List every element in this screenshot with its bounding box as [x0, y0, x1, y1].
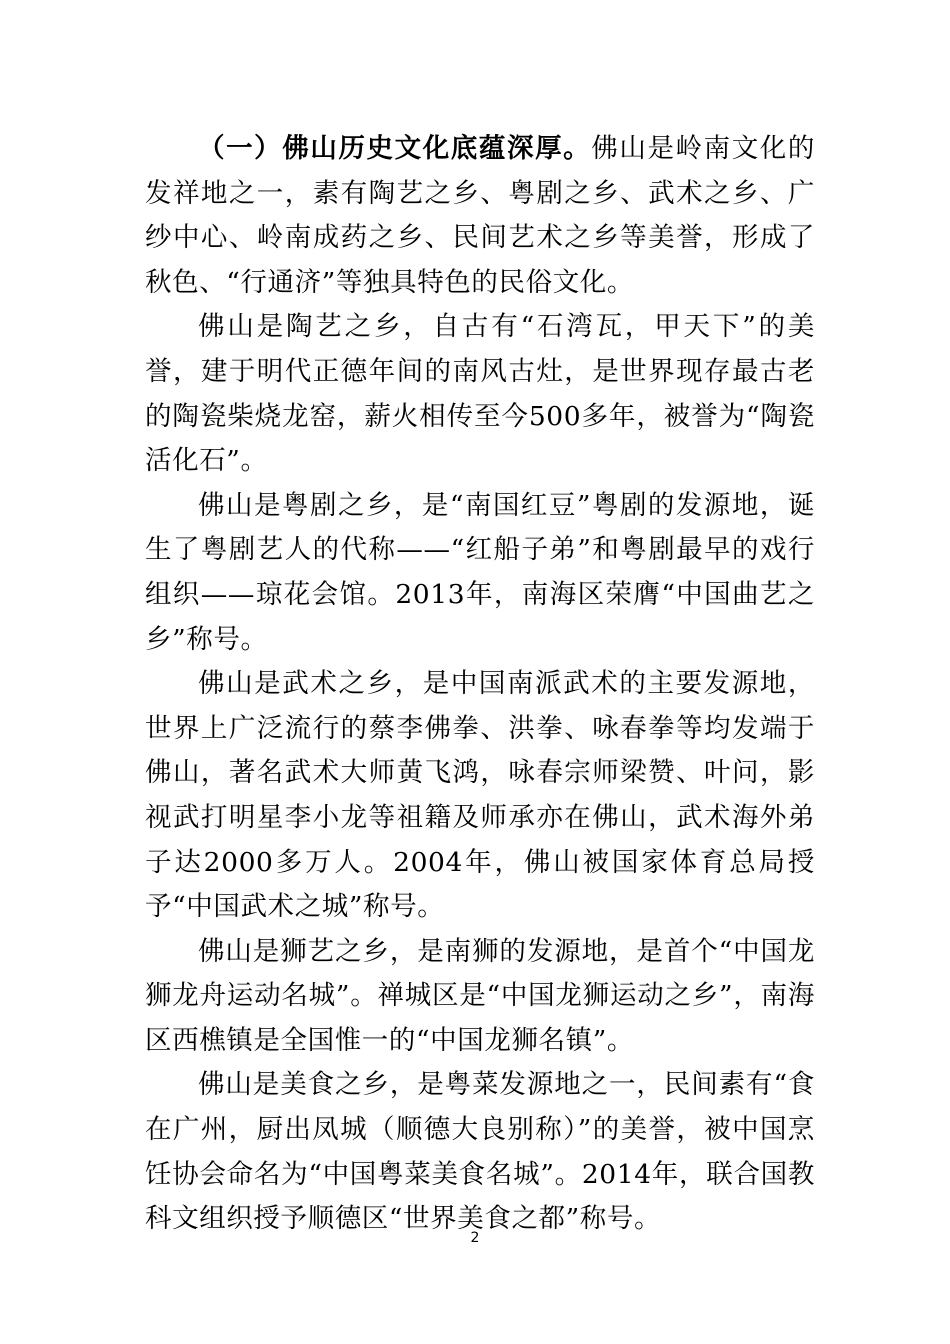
- page-number: 2: [470, 1230, 480, 1246]
- paragraph-text: 佛山是岭南文化的发祥地之一，素有陶艺之乡、粤剧之乡、武术之乡、广纱中心、岭南成药之乡、民间艺术之乡等美誉，形成了秋色、“行通济”等独具特色的民俗文化。: [145, 133, 815, 298]
- paragraph-history-culture: [145, 127, 815, 305]
- paragraph-cantonese-opera: 佛山是粤剧之乡，是“南国红豆”粤剧的发源地，诞生了粤剧艺人的代称——“红船子弟”和粤剧最早的戏行组织——琼花会馆。2013年，南海区荣膺“中国曲艺之乡”称号。: [145, 489, 815, 655]
- paragraph-lion-dance: 佛山是狮艺之乡，是南狮的发源地，是首个“中国龙狮龙舟运动名城”。禅城区是“中国龙狮运动之乡”，南海区西樵镇是全国惟一的“中国龙狮名镇”。: [145, 935, 815, 1056]
- paragraph-martial-arts: 佛山是武术之乡，是中国南派武术的主要发源地，世界上广泛流行的蔡李佛拳、洪拳、咏春拳等均发端于佛山，著名武术大师黄飞鸿，咏春宗师梁赞、叶问，影视武打明星李小龙等祖籍及师承亦在佛山，武术海外弟子达2000多万人。2004年，佛山被国家体育总局授予“中国武术之城”称号。: [145, 668, 815, 923]
- paragraph-cuisine: 佛山是美食之乡，是粤菜发源地之一，民间素有“食在广州，厨出凤城（顺德大良别称）”的美誉，被中国烹饪协会命名为“中国粤菜美食名城”。2014年，联合国教科文组织授予顺德区“世界美食之都”称号。: [145, 1069, 815, 1235]
- document-body: [145, 127, 815, 1242]
- section-heading: （一）佛山历史文化底蕴深厚。: [198, 133, 592, 164]
- paragraph-ceramics: 佛山是陶艺之乡，自古有“石湾瓦，甲天下”的美誉，建于明代正德年间的南风古灶，是世界现存最古老的陶瓷柴烧龙窑，薪火相传至今500多年，被誉为“陶瓷活化石”。: [145, 311, 815, 477]
